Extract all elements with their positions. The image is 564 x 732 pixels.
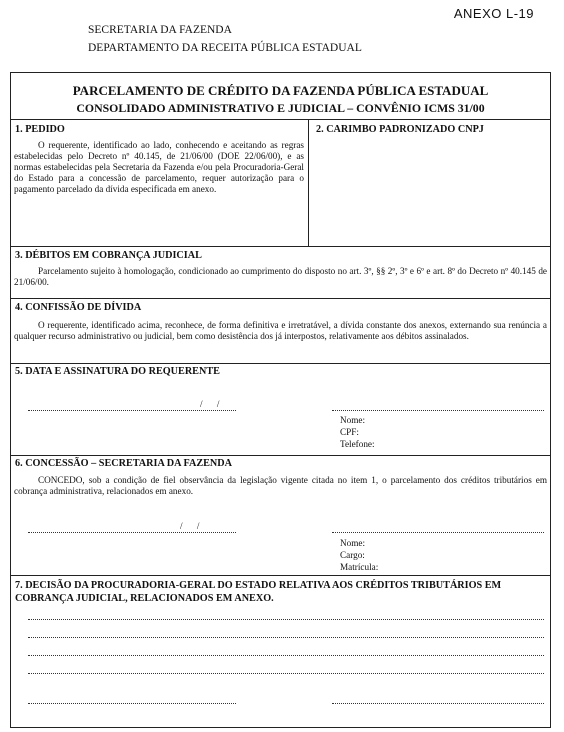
section-carimbo-label: 2. CARIMBO PADRONIZADO CNPJ	[316, 124, 484, 135]
date-slashes: / /	[180, 521, 206, 531]
decisao-signature-line[interactable]	[332, 703, 544, 704]
section-pedido-label: 1. PEDIDO	[15, 124, 65, 135]
column-divider	[308, 119, 309, 246]
decisao-line[interactable]	[28, 637, 544, 638]
section-confissao-label: 4. CONFISSÃO DE DÍVIDA	[15, 302, 142, 313]
section-confissao-text: O requerente, identificado acima, reconhece, de forma definitiva e irretratável, a dívida constante dos anexos, externando sua renúncia a qualquer recurso administrativo ou judicial, bem como desistência dos já interpostos, relativamente aos débitos assinalados.	[14, 320, 547, 341]
divider	[10, 246, 551, 247]
field-matricula-label: Matrícula:	[340, 562, 379, 572]
concessao-date-line[interactable]	[28, 532, 236, 533]
annex-code: ANEXO L-19	[453, 6, 534, 21]
divider	[10, 363, 551, 364]
divider	[10, 119, 551, 120]
section-concessao-label: 6. CONCESSÃO – SECRETARIA DA FAZENDA	[15, 458, 232, 469]
section-assinatura-label: 5. DATA E ASSINATURA DO REQUERENTE	[15, 366, 220, 377]
signature-line[interactable]	[332, 410, 544, 411]
decisao-line[interactable]	[28, 619, 544, 620]
section-pedido-text: O requerente, identificado ao lado, conhecendo e aceitando as regras estabelecidas pelo Decreto nº 40.145, de 21/06/00 (DOE 22/06/00), e as normas estabelecidas pela Secretaria da Fazenda e/ou pela Procuradoria-Geral do Estado para a concessão de parcelamento, requer autorização para o pagamento parcelado da dívida especificada em anexo.	[14, 140, 304, 194]
field-telefone-label: Telefone:	[340, 439, 375, 449]
divider	[10, 298, 551, 299]
cnpj-stamp-area[interactable]	[312, 139, 548, 243]
divider	[10, 575, 551, 576]
form-title: PARCELAMENTO DE CRÉDITO DA FAZENDA PÚBLICA ESTADUAL	[72, 83, 489, 98]
divider	[10, 455, 551, 456]
decisao-date-line[interactable]	[28, 703, 236, 704]
date-slashes: / /	[200, 399, 226, 409]
field-cpf-label: CPF:	[340, 427, 359, 437]
field-nome-label: Nome:	[340, 415, 366, 425]
decisao-line[interactable]	[28, 673, 544, 674]
date-place-line[interactable]	[28, 410, 236, 411]
field-nome-label: Nome:	[340, 538, 366, 548]
section-debitos-label: 3. DÉBITOS EM COBRANÇA JUDICIAL	[15, 250, 202, 261]
header-departamento: DEPARTAMENTO DA RECEITA PÚBLICA ESTADUAL	[88, 42, 362, 54]
section-decisao-label: 7. DECISÃO DA PROCURADORIA-GERAL DO ESTADO RELATIVA AOS CRÉDITOS TRIBUTÁRIOS EM COBRANÇA JUDICIAL, RELACIONADOS EM ANEXO.	[15, 580, 502, 604]
decisao-line[interactable]	[28, 655, 544, 656]
header-secretaria: SECRETARIA DA FAZENDA	[88, 24, 232, 36]
field-cargo-label: Cargo:	[340, 550, 365, 560]
concessao-signature-line[interactable]	[332, 532, 544, 533]
section-debitos-text: Parcelamento sujeito à homologação, condicionado ao cumprimento do disposto no art. 3º, §§ 2º, 3º e 6º e art. 8º do Decreto nº 40.145 de 21/06/00.	[14, 266, 547, 287]
section-concessao-text: CONCEDO, sob a condição de fiel observância da legislação vigente citada no item 1, o parcelamento dos créditos tributários em cobrança administrativa, relacionados em anexo.	[14, 475, 547, 496]
form-subtitle: CONSOLIDADO ADMINISTRATIVO E JUDICIAL – CONVÊNIO ICMS 31/00	[76, 101, 485, 115]
